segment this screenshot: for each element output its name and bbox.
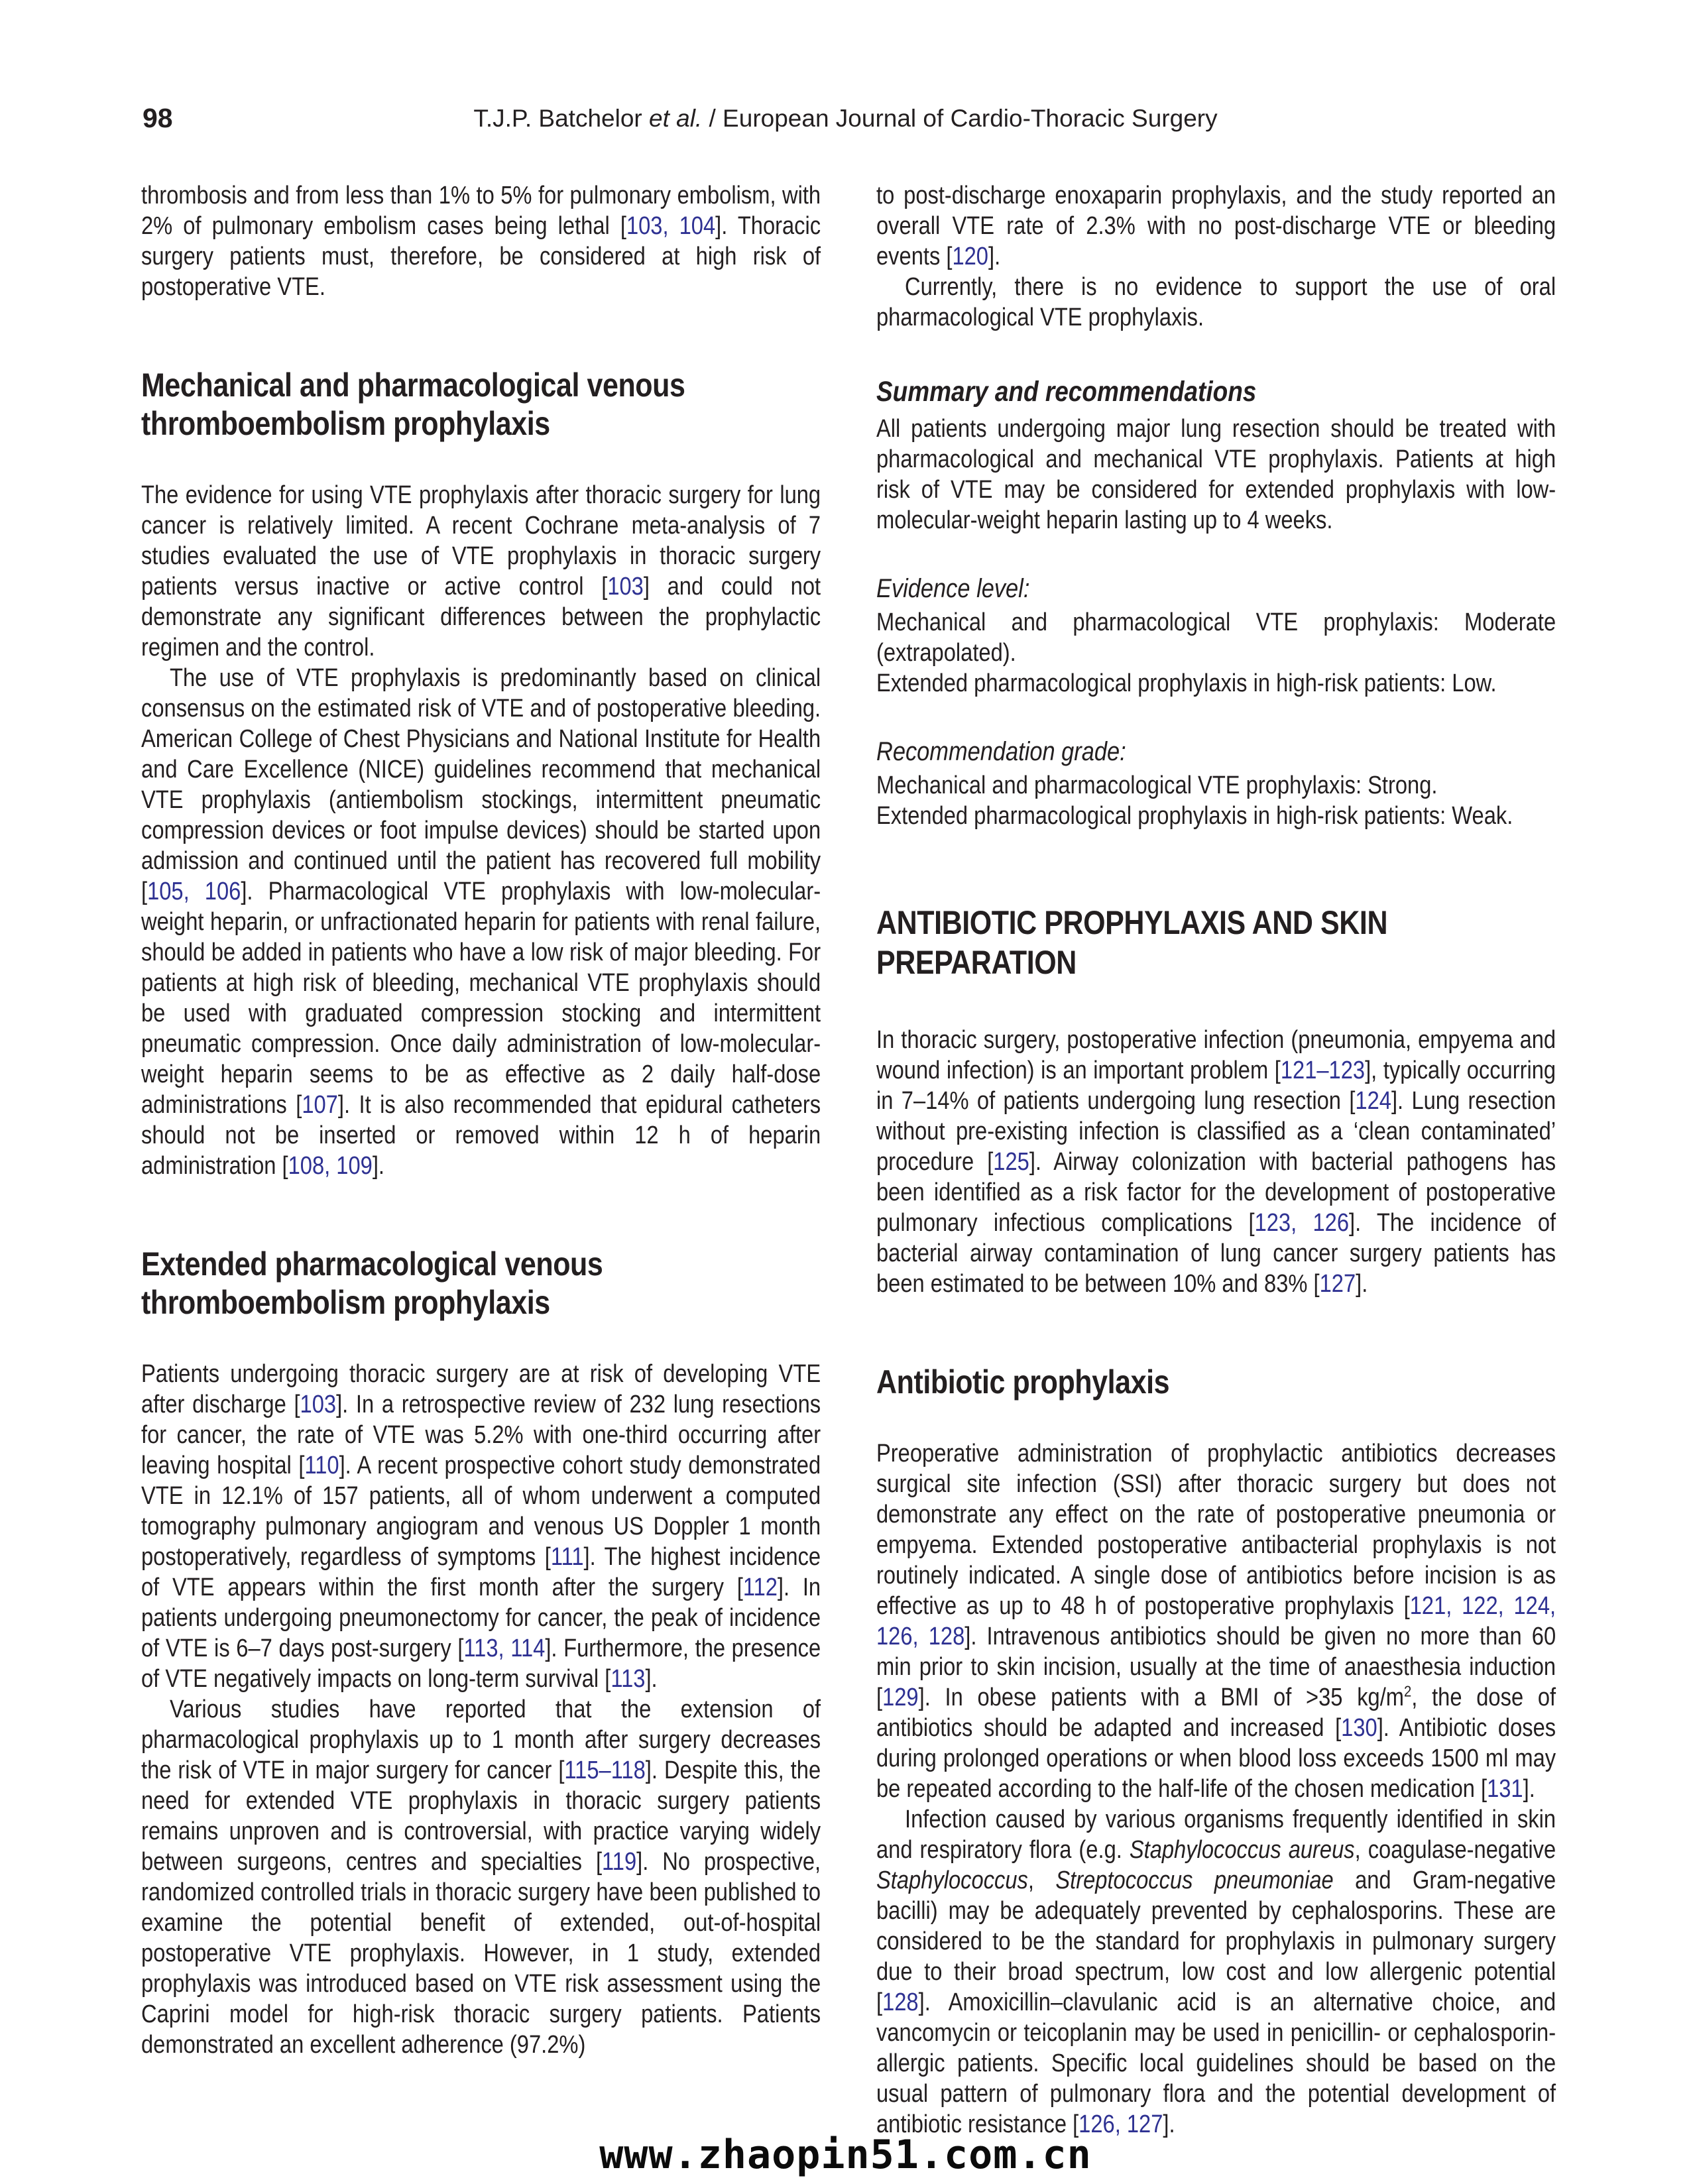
- paragraph: Currently, there is no evidence to support the use of oral pharmacological VTE prophylaxis.: [876, 273, 1556, 331]
- citation-link[interactable]: 113: [611, 1665, 646, 1693]
- citation-link[interactable]: 105, 106: [147, 878, 241, 905]
- paragraph: Preoperative administration of prophylactic antibiotics decreases surgical site infection (SSI) after thoracic surgery but does not demonstrate any effect on the rate of postoperative pneumonia or empyema. Extended postoperative antibacterial prophylaxis is not routinely indicated. A single dose of antibiotics before incision is as effective as up to 48 h of postoperative prophylaxis [121, 122, 124, 126, 128]. Intravenous antibiotics should be given no more than 60 min prior to skin incision, usually at the time of anaesthesia induction [129]. In obese patients with a BMI of >35 $kg/m^2$, the dose of antibiotics should be adapted and increased [130]. Antibiotic doses during prolonged operations or when blood loss exceeds 1500 ml may be repeated according to the half-life of the chosen medication [131].: [876, 1440, 1556, 1803]
- paragraph: thrombosis and from less than 1% to 5% for pulmonary embolism, with 2% of pulmonary embolism cases being lethal [103, 104]. Thoracic surgery patients must, therefore, be considered at high risk of postoperative VTE.: [141, 182, 821, 301]
- citation-link[interactable]: 107: [302, 1091, 338, 1119]
- citation-link[interactable]: 103, 104: [626, 212, 716, 240]
- italic-label: Recommendation grade:: [876, 737, 1126, 766]
- citation-link[interactable]: 120: [952, 243, 988, 270]
- citation-link[interactable]: 111: [550, 1543, 584, 1571]
- citation-link[interactable]: 128: [882, 1988, 919, 2016]
- citation-link[interactable]: 123, 126: [1254, 1209, 1350, 1237]
- paragraph: The evidence for using VTE prophylaxis after thoracic surgery for lung cancer is relatively limited. A recent Cochrane meta-analysis of 7 studies evaluated the use of VTE prophylaxis in thoracic surgery patients versus inactive or active control [103] and could not demonstrate any significant differences between the prophylactic regimen and the control.: [141, 481, 821, 661]
- citation-link[interactable]: 103: [300, 1391, 337, 1418]
- superscript: 2: [1404, 1682, 1412, 1700]
- running-head-title: T.J.P. Batchelor et al. / European Journal of Cardio-Thoracic Surgery: [473, 105, 1218, 132]
- subsection-heading: Summary and recommendations: [876, 376, 1257, 408]
- paragraph: to post-discharge enoxaparin prophylaxis, and the study reported an overall VTE rate of 2.3% with no post-discharge VTE or bleeding events [120].: [876, 182, 1556, 270]
- paragraph: Extended pharmacological prophylaxis in high-risk patients: Low.: [876, 669, 1497, 697]
- right-column: [876, 180, 1556, 2140]
- section-heading: Antibiotic prophylaxis: [876, 1363, 1170, 1401]
- species-name: et al.: [649, 105, 703, 132]
- paragraph: The use of VTE prophylaxis is predominantly based on clinical consensus on the estimated risk of VTE and of postoperative bleeding. American College of Chest Physicians and National Institute for Health and Care Excellence (NICE) guidelines recommend that mechanical VTE prophylaxis (antiembolism stockings, intermittent pneumatic compression devices or foot impulse devices) should be started upon admission and continued until the patient has recovered full mobility [105, 106]. Pharmacological VTE prophylaxis with low-molecular-weight heparin, or unfractionated heparin for patients with renal failure, should be added in patients who have a low risk of major bleeding. For patients at high risk of bleeding, mechanical VTE prophylaxis should be used with graduated compression stocking and intermittent pneumatic compression. Once daily administration of low-molecular-weight heparin seems to be as effective as 2 daily half-dose administrations [107]. It is also recommended that epidural catheters should not be inserted or removed within 12 h of heparin administration [108, 109].: [141, 664, 821, 1180]
- section-heading: Extended pharmacological venous thromboembolism prophylaxis: [141, 1245, 603, 1321]
- citation-link[interactable]: 103: [607, 573, 644, 601]
- citation-link[interactable]: 108, 109: [288, 1152, 373, 1180]
- paragraph: Infection caused by various organisms frequently identified in skin and respiratory flora (e.g. Staphylococcus aureus, coagulase-negative Staphylococcus, Streptococcus pneumoniae and Gram-negative bacilli) may be adequately prevented by cephalosporins. These are considered to be the standard for prophylaxis in pulmonary surgery due to their broad spectrum, low cost and low allergenic potential [128]. Amoxicillin–clavulanic acid is an alternative choice, and vancomycin or teicoplanin may be used in penicillin- or cephalosporin-allergic patients. Specific local guidelines should be based on the usual pattern of pulmonary flora and the potential development of antibiotic resistance [126, 127].: [876, 1806, 1556, 2138]
- paragraph: Mechanical and pharmacological VTE prophylaxis: Strong.: [876, 772, 1438, 799]
- citation-link[interactable]: 125: [993, 1148, 1029, 1176]
- citation-link[interactable]: 121–123: [1280, 1057, 1366, 1084]
- citation-link[interactable]: 112: [742, 1574, 778, 1601]
- citation-link[interactable]: 130: [1341, 1714, 1377, 1742]
- citation-link[interactable]: 129: [882, 1684, 919, 1711]
- section-heading: Mechanical and pharmacological venous thromboembolism prophylaxis: [141, 367, 685, 442]
- paragraph: Mechanical and pharmacological VTE prophylaxis: Moderate (extrapolated).: [876, 608, 1556, 667]
- species-name: Staphylococcus aureus: [1129, 1836, 1355, 1864]
- page-number: 98: [143, 103, 173, 133]
- species-name: Staphylococcus: [876, 1867, 1028, 1894]
- paragraph: All patients undergoing major lung resection should be treated with pharmacological and mechanical VTE prophylaxis. Patients at high risk of VTE may be considered for extended prophylaxis with low-molecular-weight heparin lasting up to 4 weeks.: [876, 415, 1556, 534]
- citation-link[interactable]: 115–118: [564, 1756, 646, 1784]
- paragraph: Various studies have reported that the extension of pharmacological prophylaxis up to 1 month after surgery decreases the risk of VTE in major surgery for cancer [115–118]. Despite this, the need for extended VTE prophylaxis in thoracic surgery patients remains unproven and is controversial, with practice varying widely between surgeons, centres and specialties [119]. No prospective, randomized controlled trials in thoracic surgery have been published to examine the potential benefit of extended, out-of-hospital postoperative VTE prophylaxis. However, in 1 study, extended prophylaxis was introduced based on VTE risk assessment using the Caprini model for high-risk thoracic surgery patients. Patients demonstrated an excellent adherence (97.2%): [141, 1695, 821, 2059]
- paragraph: In thoracic surgery, postoperative infection (pneumonia, empyema and wound infection) is an important problem [121–123], typically occurring in 7–14% of patients undergoing lung resection [124]. Lung resection without pre-existing infection is classified as a ‘clean contaminated’ procedure [125]. Airway colonization with bacterial pathogens has been identified as a risk factor for the development of postoperative pulmonary infectious complications [123, 126]. The incidence of bacterial airway contamination of lung cancer surgery patients has been estimated to be between 10% and 83% [127].: [876, 1026, 1556, 1298]
- left-column-inner: [141, 180, 821, 2060]
- italic-label: Evidence level:: [876, 574, 1030, 603]
- citation-link[interactable]: 124: [1355, 1087, 1391, 1115]
- major-section-heading: ANTIBIOTIC PROPHYLAXIS AND SKIN PREPARATION: [876, 904, 1388, 981]
- paragraph: Patients undergoing thoracic surgery are at risk of developing VTE after discharge [103]. In a retrospective review of 232 lung resections for cancer, the rate of VTE was 5.2% with one-third occurring after leaving hospital [110]. A recent prospective cohort study demonstrated VTE in 12.1% of 157 patients, all of whom underwent a computed tomography pulmonary angiogram and venous US Doppler 1 month postoperatively, regardless of symptoms [111]. The highest incidence of VTE appears within the first month after the surgery [112]. In patients undergoing pneumonectomy for cancer, the peak of incidence of VTE is 6–7 days post-surgery [113, 114]. Furthermore, the presence of VTE negatively impacts on long-term survival [113].: [141, 1360, 821, 1693]
- citation-link[interactable]: 110: [304, 1452, 339, 1479]
- right-column-inner: [876, 180, 1556, 2140]
- species-name: Streptococcus pneumoniae: [1055, 1867, 1334, 1894]
- citation-link[interactable]: 119: [602, 1848, 637, 1876]
- citation-link[interactable]: 126, 127: [1079, 2110, 1163, 2138]
- running-header: [0, 103, 1691, 135]
- site-watermark: www.zhaopin51.com.cn: [599, 2132, 1092, 2178]
- left-column: [141, 180, 821, 2060]
- citation-link[interactable]: 121, 122, 124, 126, 128: [876, 1592, 1556, 1650]
- paragraph: Extended pharmacological prophylaxis in high-risk patients: Weak.: [876, 802, 1513, 830]
- citation-link[interactable]: 113, 114: [463, 1635, 546, 1662]
- citation-link[interactable]: 131: [1487, 1775, 1523, 1803]
- citation-link[interactable]: 127: [1319, 1270, 1356, 1298]
